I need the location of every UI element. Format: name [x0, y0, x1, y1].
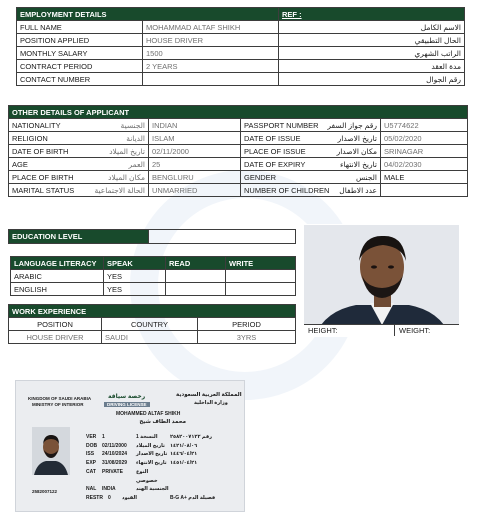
employment-header: EMPLOYMENT DETAILS [17, 8, 279, 21]
education-label: EDUCATION LEVEL [9, 230, 149, 244]
license-title-en: DRIVING LICENSE [104, 402, 150, 407]
license-restr-label: RESTR [86, 494, 103, 501]
contract-ar: مدة العقد [279, 60, 465, 73]
license-nal-value: INDIA [102, 486, 116, 493]
contact-ar: رقم الجوال [279, 73, 465, 86]
full-name-label: FULL NAME [17, 21, 143, 34]
children-value [381, 184, 468, 197]
work-position: HOUSE DRIVER [9, 331, 102, 344]
full-name-ar: الاسم الكامل [279, 21, 465, 34]
age-label: AGE [12, 159, 28, 169]
license-iss-ar: تاريخ الاصدار [136, 451, 168, 458]
children-label: NUMBER OF CHILDREN [244, 185, 330, 195]
education-value [149, 230, 296, 244]
license-ver-value: 1 [102, 434, 105, 440]
contact-value [143, 73, 279, 86]
license-iss-row [86, 450, 236, 459]
license-ministry-en: MINISTRY OF INTERIOR [32, 402, 84, 407]
license-ver-row [86, 433, 236, 442]
license-iss-value: 24/10/2024 [102, 451, 128, 458]
license-name-ar: محمد الطاف شيخ [139, 419, 186, 425]
position-col-header: POSITION [9, 318, 102, 331]
license-cat-label: CAT [86, 468, 96, 475]
issue-place-value: SRINAGAR [381, 145, 468, 158]
work-period: 3YRS [198, 331, 296, 344]
age-value: 25 [149, 158, 241, 171]
height-label: HEIGHT: [304, 325, 395, 336]
license-photo [32, 427, 70, 475]
write-header: WRITE [226, 257, 296, 270]
issue-date-value: 05/02/2020 [381, 132, 468, 145]
issue-place-ar: مكان الاصدار [336, 146, 377, 156]
other-details-header: OTHER DETAILS OF APPLICANT [9, 106, 468, 119]
arabic-label: ARABIC [11, 270, 104, 283]
issue-place-label: PLACE OF ISSUE [244, 146, 306, 156]
license-ver-ar-value: رقم ٢٥٨٢٠٠٧١٢٢ [170, 434, 212, 440]
contract-label: CONTRACT PERIOD [17, 60, 143, 73]
license-dob-ar-value: ١٤٢١/٠٨/٠٦ [170, 442, 198, 449]
license-title-ar: رخصة سياقة [108, 394, 146, 400]
license-nal-label: NAL [86, 486, 97, 493]
license-kingdom-ar: المملكة العربية السعودية [176, 392, 242, 398]
license-dob-ar: تاريخ الميلاد [136, 442, 165, 449]
expiry-ar: تاريخ الانتهاء [340, 159, 377, 169]
other-details-table [8, 105, 468, 197]
work-experience-table [8, 304, 296, 344]
work-header: WORK EXPERIENCE [9, 305, 296, 318]
contact-label: CONTACT NUMBER [17, 73, 143, 86]
full-name-value: MOHAMMAD ALTAF SHIKH [143, 21, 279, 34]
gender-label: GENDER [244, 172, 277, 182]
arabic-write [226, 270, 296, 283]
marital-value: UNMARRIED [149, 184, 241, 197]
country-col-header: COUNTRY [102, 318, 198, 331]
license-nal-row [86, 485, 236, 494]
arabic-read [166, 270, 226, 283]
contract-value: 2 YEARS [143, 60, 279, 73]
license-restr-ar-value: B-G A+ فصيلة الدم [170, 494, 216, 501]
religion-value: ISLAM [149, 132, 241, 145]
work-country: SAUDI [102, 331, 198, 344]
marital-ar: الحالة الاجتماعية [94, 185, 145, 195]
speak-header: SPEAK [104, 257, 166, 270]
nationality-label: NATIONALITY [12, 120, 61, 130]
license-dob-value: 02/11/2000 [102, 442, 127, 449]
birthplace-label: PLACE OF BIRTH [12, 172, 74, 182]
license-fields [86, 433, 236, 503]
license-exp-value: 31/08/2029 [102, 460, 128, 467]
passport-label: PASSPORT NUMBER [244, 120, 319, 130]
license-cat-value: PRIVATE [102, 468, 123, 475]
language-header: LANGUAGE LITERACY [11, 257, 104, 270]
birthplace-ar: مكان الميلاد [108, 172, 145, 182]
issue-date-ar: تاريخ الاصدار [337, 133, 377, 143]
license-portrait-illustration [32, 427, 70, 475]
dob-value: 02/11/2000 [149, 145, 241, 158]
english-read [166, 283, 226, 296]
license-iss-ar-value: ١٤٤٦/٠٤/٢١ [170, 451, 198, 458]
read-header: READ [166, 257, 226, 270]
nationality-value: INDIAN [149, 119, 241, 132]
employment-table [16, 7, 465, 86]
license-ministry-ar: وزارة الداخلية [194, 400, 228, 406]
english-write [226, 283, 296, 296]
position-value: HOUSE DRIVER [143, 34, 279, 47]
language-table [10, 256, 296, 296]
license-dob-label: DOB [86, 442, 98, 449]
english-speak: YES [104, 283, 166, 296]
gender-ar: الجنس [355, 172, 377, 182]
license-ver-label: VER [86, 434, 97, 440]
birthplace-value: BENGLURU [149, 171, 241, 184]
passport-value: U5774622 [381, 119, 468, 132]
religion-ar: الديانة [126, 133, 145, 143]
salary-value: 1500 [143, 47, 279, 60]
license-restr-value: 0 [108, 494, 111, 501]
license-nal-ar: الجنسية الهند [136, 486, 169, 493]
age-ar: العمر [128, 159, 145, 169]
nationality-ar: الجنسية [120, 120, 145, 130]
education-table [8, 229, 296, 244]
license-name-en: MOHAMMED ALTAF SHIKH [116, 411, 181, 417]
arabic-speak: YES [104, 270, 166, 283]
marital-label: MARITAL STATUS [12, 185, 75, 195]
dob-label: DATE OF BIRTH [12, 146, 69, 156]
license-kingdom-en: KINGDOM OF SAUDI ARABIA [28, 396, 92, 401]
license-iss-label: ISS [86, 451, 95, 458]
license-cat-ar: النوع خصوصي [136, 468, 158, 484]
expiry-value: 04/02/2030 [381, 158, 468, 171]
english-label: ENGLISH [11, 283, 104, 296]
applicant-portrait-illustration [304, 225, 460, 337]
applicant-photo [303, 224, 460, 337]
license-restr-ar: القيود [122, 494, 137, 501]
salary-ar: الراتب الشهري [279, 47, 465, 60]
license-ver-ar: النسخة 1 [136, 434, 158, 440]
license-exp-ar-value: ١٤٥١/٠٤/٢١ [170, 460, 198, 467]
license-id-number: 2582007122 [32, 489, 58, 494]
license-exp-label: EXP [86, 460, 97, 467]
salary-label: MONTHLY SALARY [17, 47, 143, 60]
position-label: POSITION APPLIED [17, 34, 143, 47]
expiry-label: DATE OF EXPIRY [244, 159, 306, 169]
religion-label: RELIGION [12, 133, 48, 143]
license-exp-ar: تاريخ الانتهاء [136, 460, 167, 467]
issue-date-label: DATE OF ISSUE [244, 133, 301, 143]
position-ar: الحال التطبيقي [279, 34, 465, 47]
children-ar: عدد الاطفال [339, 185, 377, 195]
passport-ar: رقم جواز السفر [327, 120, 377, 130]
ref-label: REF : [279, 8, 465, 21]
license-exp-row [86, 459, 236, 468]
license-dob-row [86, 442, 236, 451]
license-restr-row [86, 494, 236, 503]
license-cat-row [86, 468, 236, 485]
weight-label: WEIGHT: [399, 326, 431, 335]
dob-ar: تاريخ الميلاد [109, 146, 145, 156]
driving-license-card [15, 380, 245, 512]
gender-value: MALE [381, 171, 468, 184]
period-col-header: PERIOD [198, 318, 296, 331]
